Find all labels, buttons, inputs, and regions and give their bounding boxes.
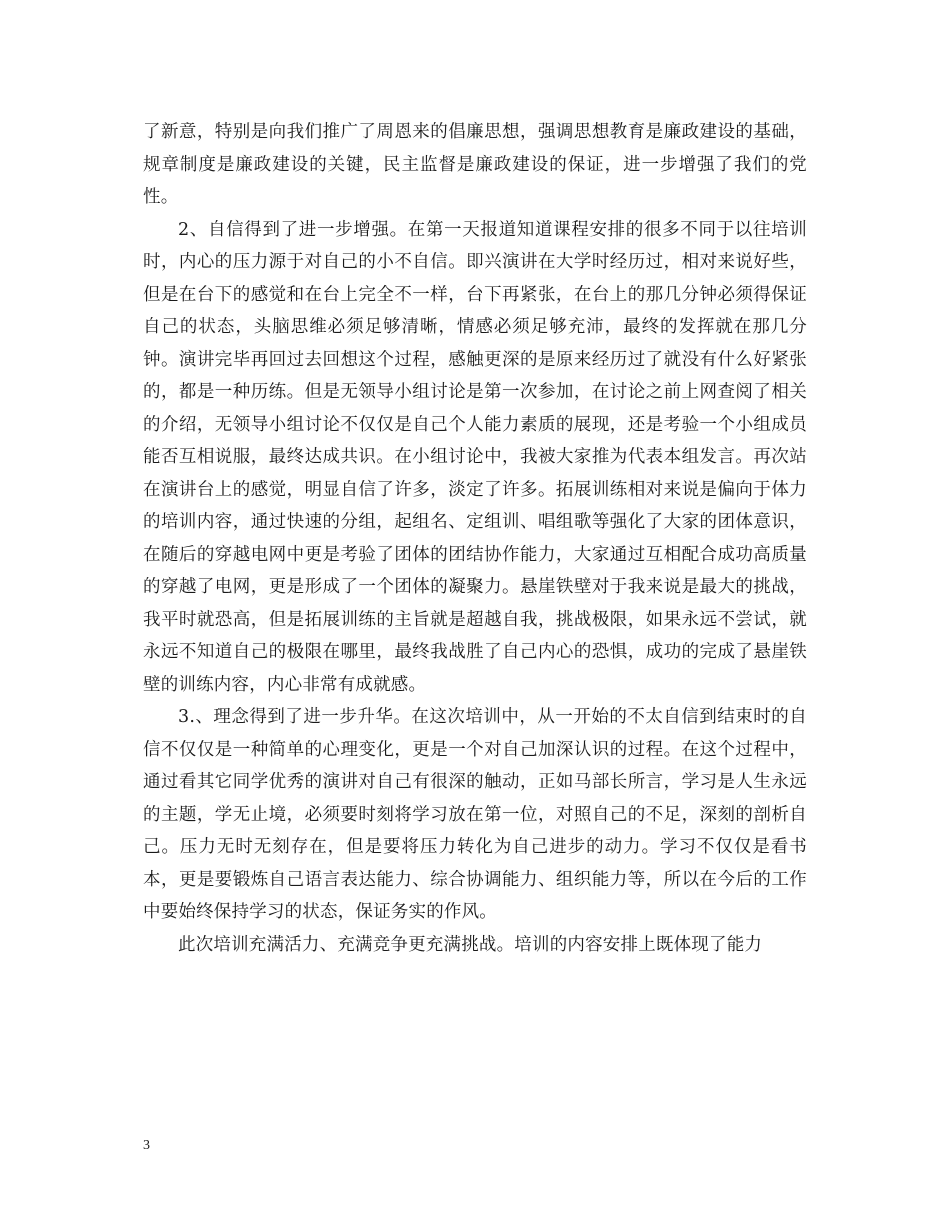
paragraph-confidence: 2、自信得到了进一步增强。在第一天报道知道课程安排的很多不同于以往培训时，内心的压力源于对自己的小不自信。即兴演讲在大学时经历过，相对来说好些，但是在台下的感觉和在台上完全不一样，台下再紧张，在台上的那几分钟必须得保证自己的状态，头脑思维必须足够清晰，情感必须足够充沛，最终的发挥就在那几分钟。演讲完毕再回过去回想这个过程，感触更深的是原来经历过了就没有什么好紧张的，都是一种历练。但是无领导小组讨论是第一次参加，在讨论之前上网查阅了相关的介绍，无领导小组讨论不仅仅是自己个人能力素质的展现，还是考验一个小组成员能否互相说服，最终达成共识。在小组讨论中，我被大家推为代表本组发言。再次站在演讲台上的感觉，明显自信了许多，淡定了许多。拓展训练相对来说是偏向于体力的培训内容，通过快速的分组，起组名、定组训、唱组歌等强化了大家的团体意识，在随后的穿越电网中更是考验了团体的团结协作能力，大家通过互相配合成功高质量的穿越了电网，更是形成了一个团体的凝聚力。悬崖铁壁对于我来说是最大的挑战，我平时就恐高，但是拓展训练的主旨就是超越自我，挑战极限，如果永远不尝试，就永远不知道自己的极限在哪里，最终我战胜了自己内心的恐惧，成功的完成了悬崖铁壁的训练内容，内心非常有成就感。 xyxy=(143,219,807,695)
page-number: 3 xyxy=(143,1138,150,1153)
paragraph-continuation: 了新意，特别是向我们推广了周恩来的倡廉思想，强调思想教育是廉政建设的基础，规章制度是廉政建设的关键，民主监督是廉政建设的保证，进一步增强了我们的党性。 xyxy=(143,122,807,207)
document-body xyxy=(143,116,807,961)
paragraph-summary: 此次培训充满活力、充满竞争更充满挑战。培训的内容安排上既体现了能力 xyxy=(178,934,763,955)
paragraph-philosophy: 3.、理念得到了进一步升华。在这次培训中，从一开始的不太自信到结束时的自信不仅仅是一种简单的心理变化，更是一个对自己加深认识的过程。在这个过程中，通过看其它同学优秀的演讲对自己有很深的触动，正如马部长所言，学习是人生永远的主题，学无止境，必须要时刻将学习放在第一位，对照自己的不足，深刻的剖析自己。压力无时无刻存在，但是要将压力转化为自己进步的动力。学习不仅仅是看书本，更是要锻炼自己语言表达能力、综合协调能力、组织能力等，所以在今后的工作中要始终保持学习的状态，保证务实的作风。 xyxy=(143,707,807,922)
